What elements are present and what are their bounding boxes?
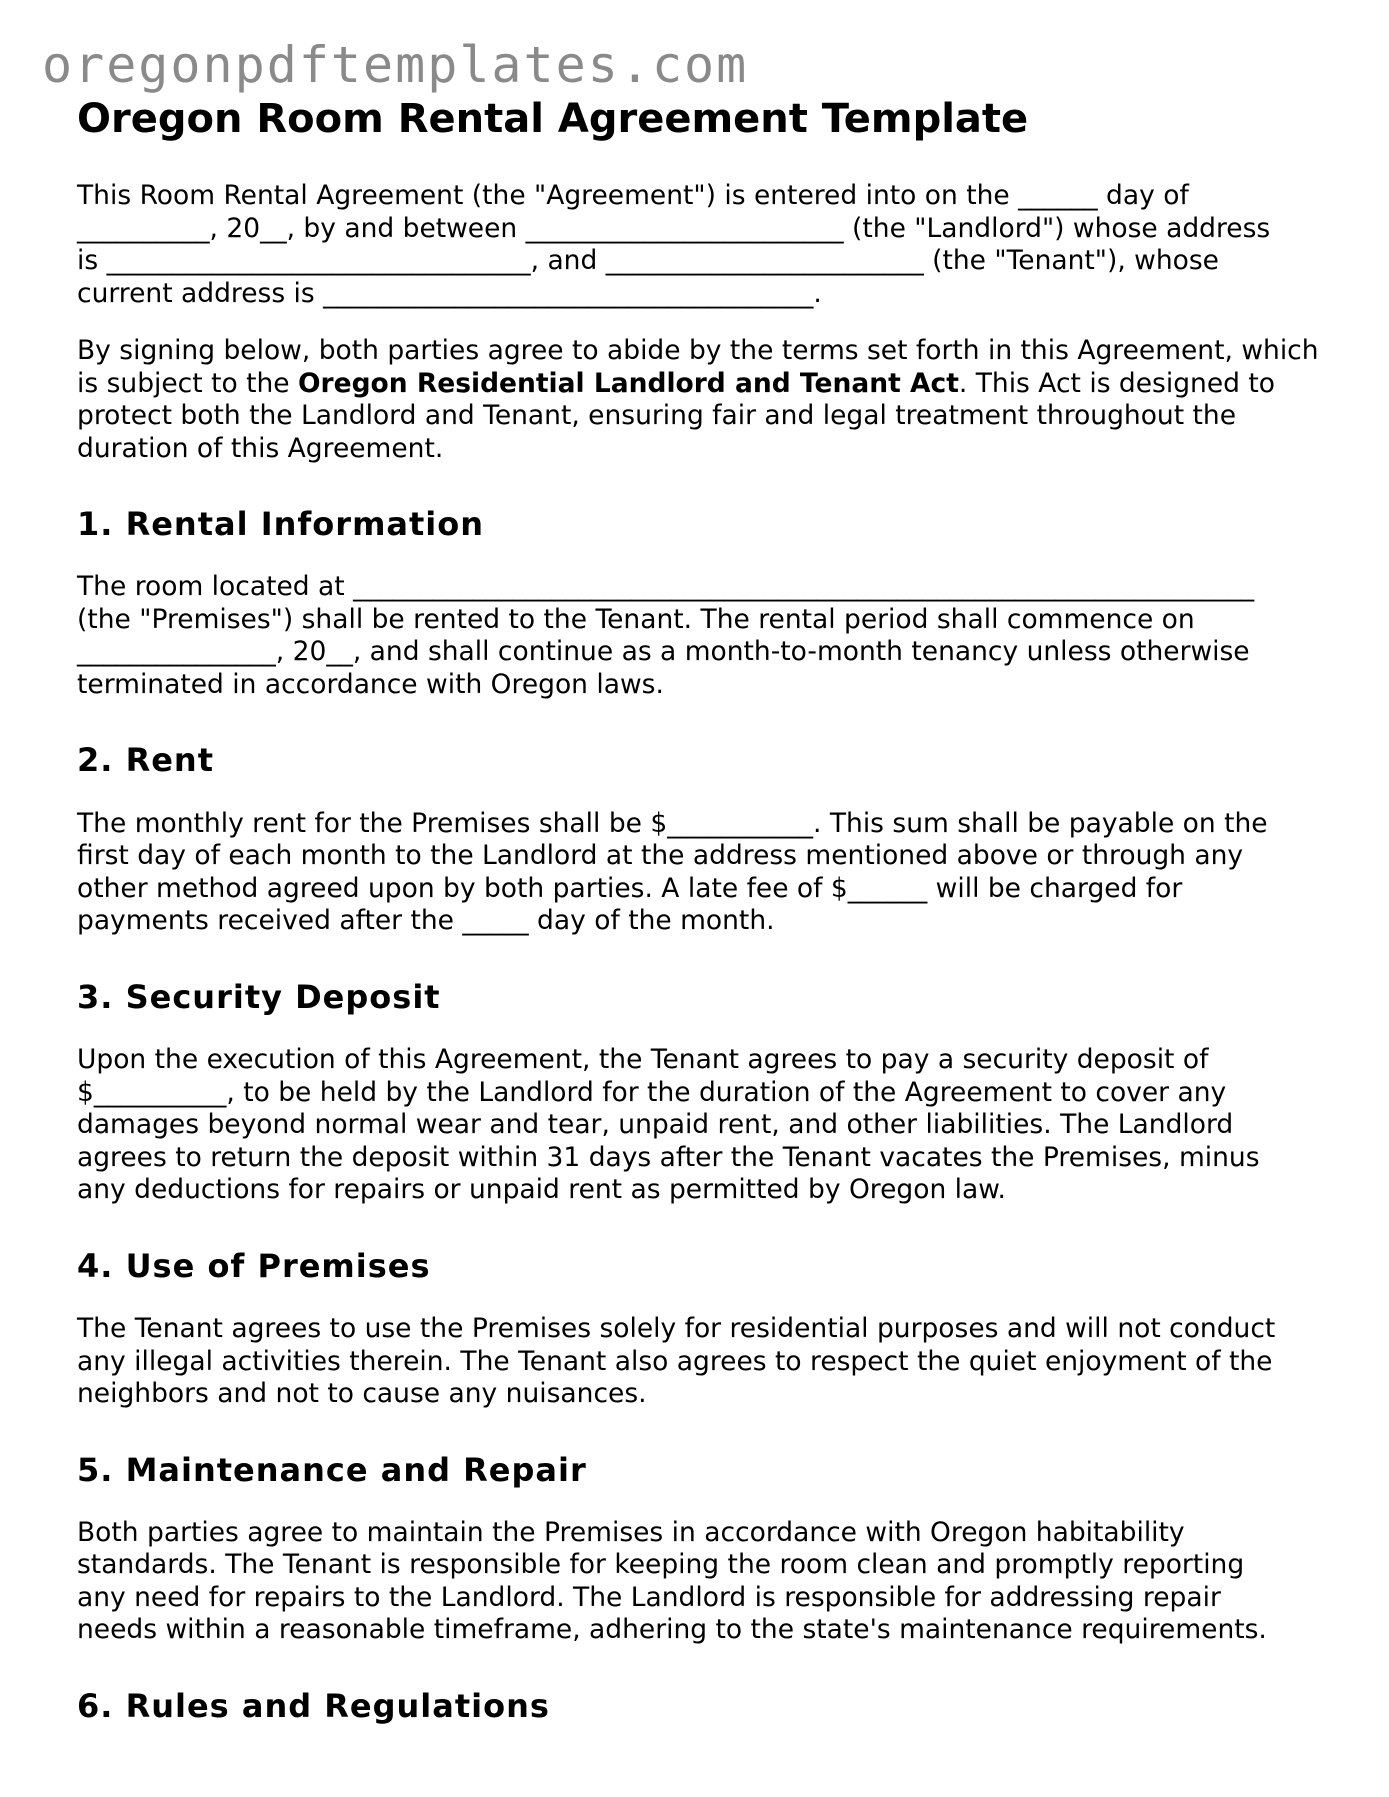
section-heading-rules-and-regulations: 6. Rules and Regulations <box>77 1686 550 1725</box>
section-heading-maintenance-and-repair: 5. Maintenance and Repair <box>77 1450 587 1489</box>
rental-information-paragraph <box>77 571 1327 701</box>
section-heading-use-of-premises: 4. Use of Premises <box>77 1246 431 1285</box>
intro-line: is ________________________________, and ________________________ (the "Tenant"), whose <box>77 245 1219 276</box>
paragraph-line: Both parties agree to maintain the Premises in accordance with Oregon habitability <box>77 1516 1185 1548</box>
paragraph-line: any deductions for repairs or unpaid rent as permitted by Oregon law. <box>77 1174 1006 1206</box>
paragraph-line: any need for repairs to the Landlord. The Landlord is responsible for addressing repair <box>77 1581 1221 1613</box>
abide-paragraph <box>77 335 1327 465</box>
paragraph-line: payments received after the _____ day of the month. <box>77 905 775 937</box>
security-deposit-paragraph <box>77 1044 1327 1207</box>
paragraph-line: _______________, 20__, and shall continue as a month-to-month tenancy unless otherwise <box>77 636 1250 668</box>
paragraph-line: needs within a reasonable timeframe, adhering to the state's maintenance requirements. <box>77 1614 1267 1646</box>
paragraph-line: The room located at ____________________________________________________________________ <box>77 571 1255 603</box>
document-body <box>77 96 1327 1753</box>
abide-text-start: By signing below, both parties agree to abide by the terms set forth in this Agreement, which is subject to the <box>77 335 1319 399</box>
section-heading-rent: 2. Rent <box>77 741 214 780</box>
intro-line: This Room Rental Agreement (the "Agreement") is entered into on the ______ day of <box>77 180 1189 211</box>
intro-line: current address is _____________________________________. <box>77 277 822 309</box>
paragraph-line: The monthly rent for the Premises shall be $___________. This sum shall be payable on the <box>77 807 1268 839</box>
maintenance-paragraph <box>77 1517 1327 1647</box>
paragraph-line: first day of each month to the Landlord at the address mentioned above or through any <box>77 840 1244 872</box>
paragraph-line: (the "Premises") shall be rented to the Tenant. The rental period shall commence on <box>77 603 1195 635</box>
intro-line: __________, 20__, by and between ________________________ (the "Landlord") whose address <box>77 212 1271 244</box>
paragraph-line: other method agreed upon by both parties. A late fee of $______ will be charged for <box>77 872 1183 904</box>
paragraph-line: neighbors and not to cause any nuisances. <box>77 1378 647 1410</box>
paragraph-line: damages beyond normal wear and tear, unpaid rent, and other liabilities. The Landlord <box>77 1109 1234 1141</box>
paragraph-line: standards. The Tenant is responsible for keeping the room clean and promptly reporting <box>77 1549 1245 1581</box>
paragraph-line: Upon the execution of this Agreement, the Tenant agrees to pay a security deposit of <box>77 1044 1209 1076</box>
paragraph-line: agrees to return the deposit within 31 days after the Tenant vacates the Premises, minus <box>77 1141 1260 1173</box>
use-of-premises-paragraph <box>77 1313 1327 1411</box>
intro-paragraph <box>77 180 1327 310</box>
paragraph-line: $__________, to be held by the Landlord for the duration of the Agreement to cover any <box>77 1076 1227 1108</box>
paragraph-line: any illegal activities therein. The Tenant also agrees to respect the quiet enjoyment of the <box>77 1345 1273 1377</box>
watermark: oregonpdftemplates.com <box>42 36 749 94</box>
paragraph-line: terminated in accordance with Oregon laws. <box>77 668 664 700</box>
document-title: Oregon Room Rental Agreement Template <box>77 96 1029 142</box>
abide-text-end: . This Act is designed to protect both the Landlord and Tenant, ensuring fair and legal treatment throughout the duration of this Agreement. <box>77 367 1275 464</box>
rent-paragraph <box>77 808 1327 938</box>
section-heading-security-deposit: 3. Security Deposit <box>77 977 441 1016</box>
section-heading-rental-information: 1. Rental Information <box>77 505 485 543</box>
paragraph-line: The Tenant agrees to use the Premises solely for residential purposes and will not conduct <box>77 1313 1276 1345</box>
act-name: Oregon Residential Landlord and Tenant Act <box>298 367 959 399</box>
